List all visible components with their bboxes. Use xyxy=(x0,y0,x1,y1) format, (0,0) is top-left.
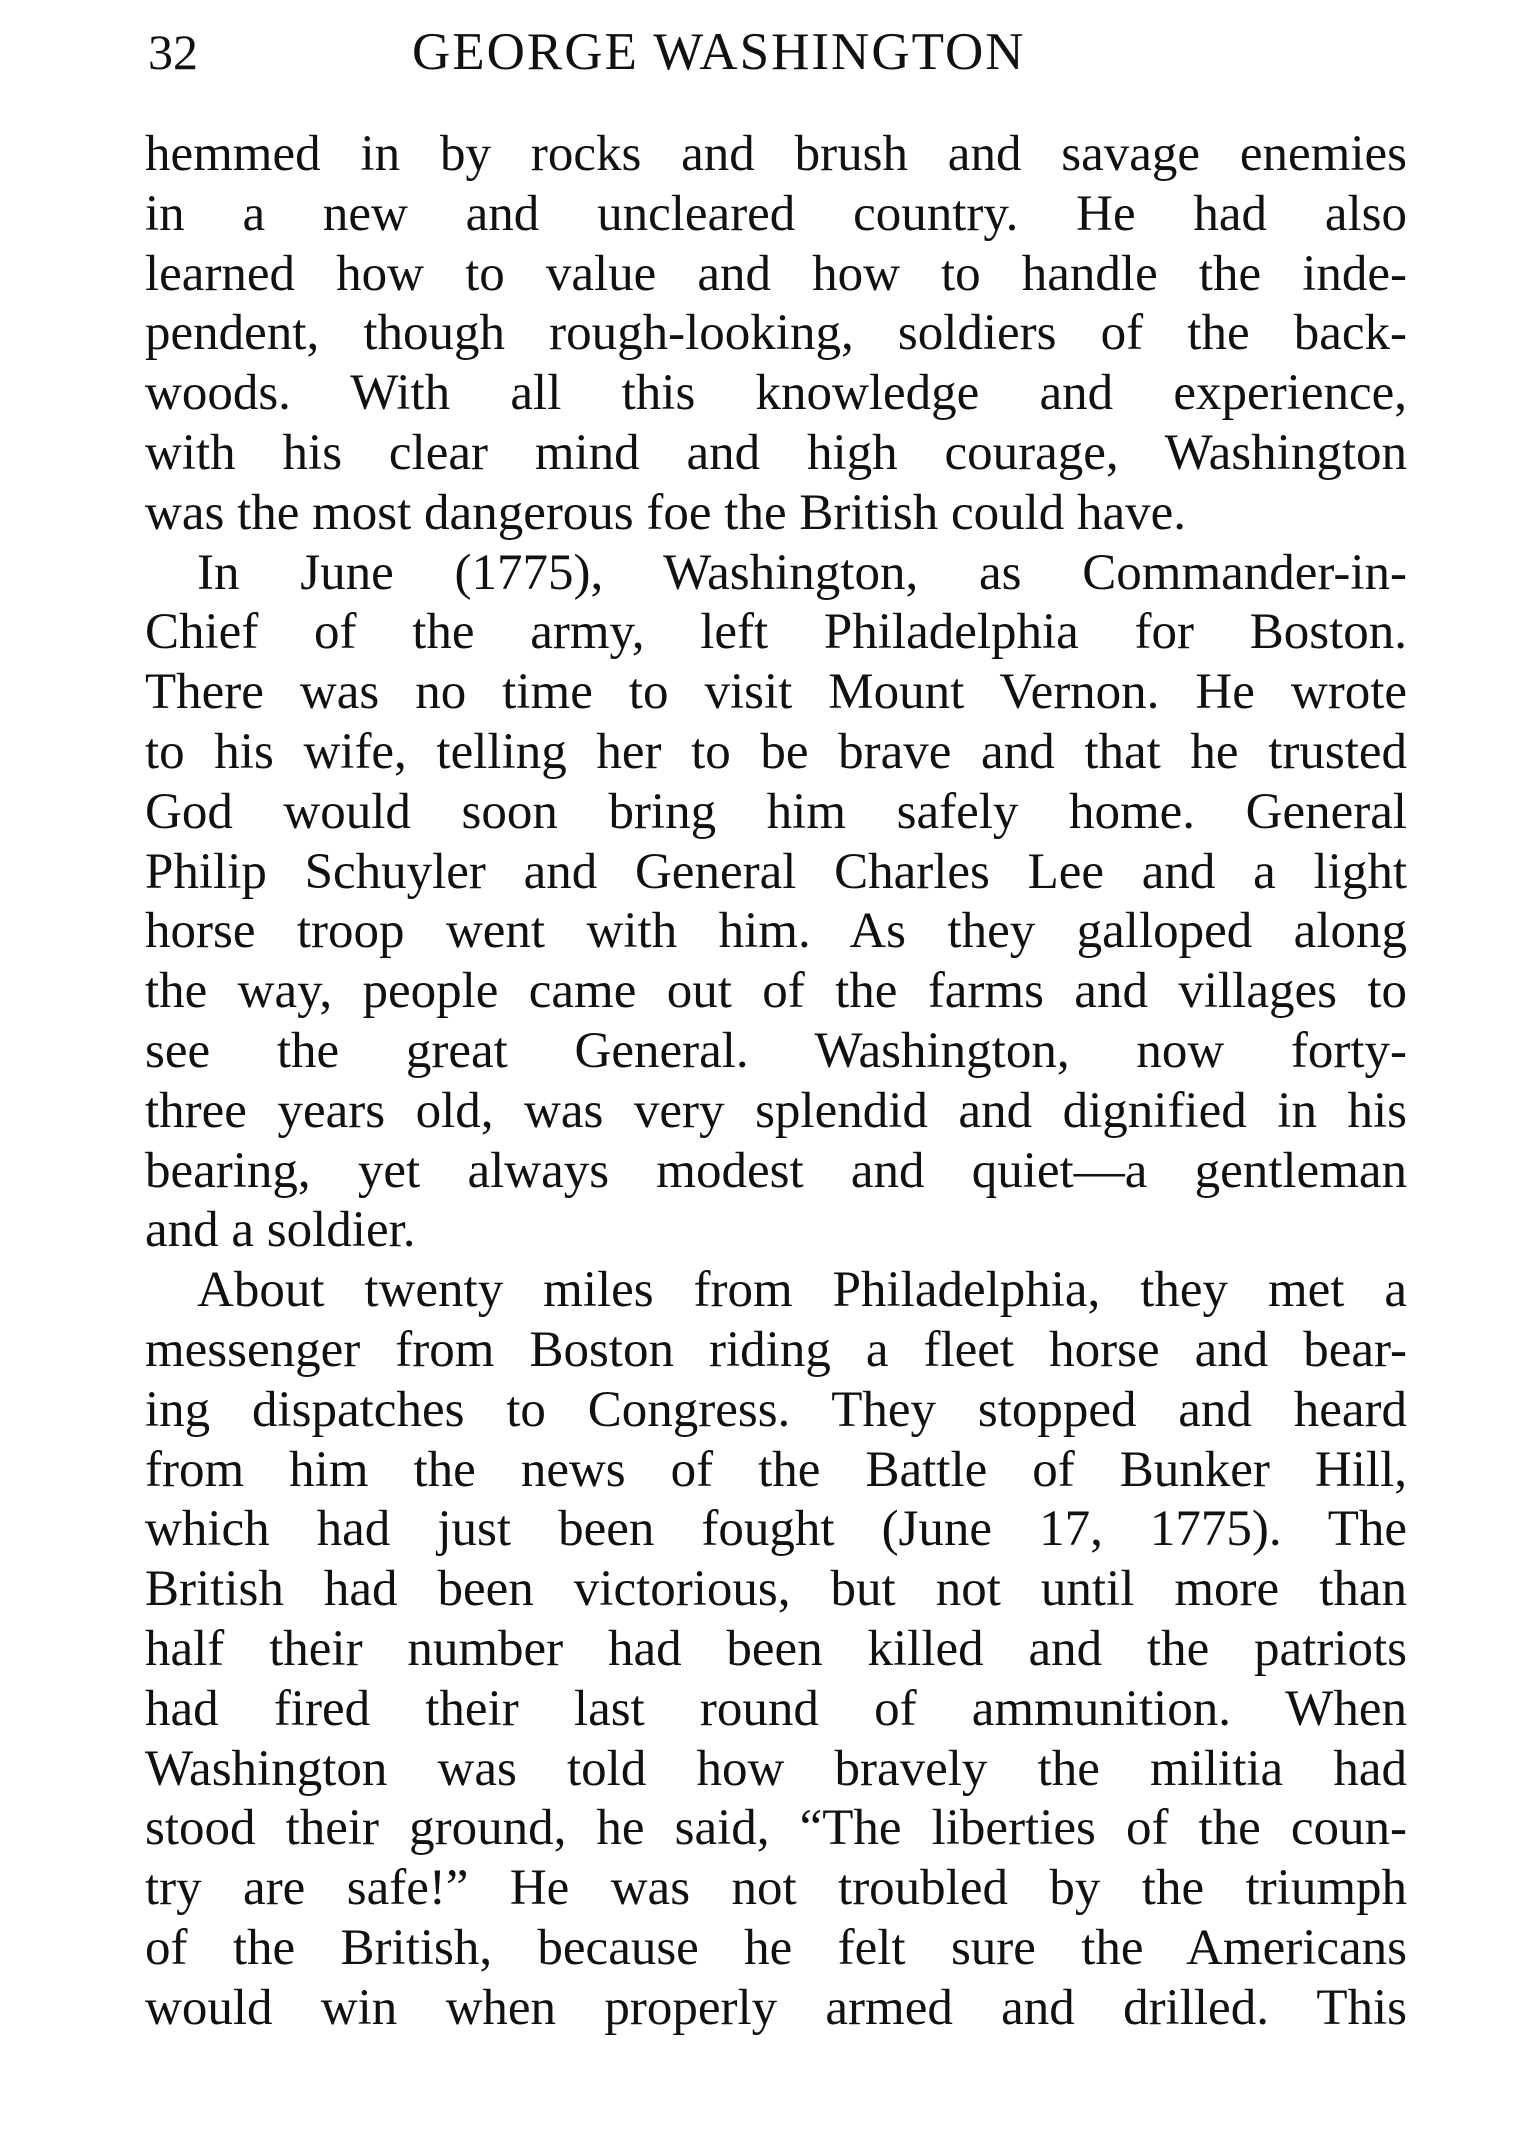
text-line: with his clear mind and high courage, Washington xyxy=(145,424,1407,481)
text-line: ing dispatches to Congress. They stopped and heard xyxy=(145,1381,1407,1438)
text-line: hemmed in by rocks and brush and savage enemies xyxy=(145,126,1407,182)
text-line: God would soon bring him safely home. General xyxy=(145,783,1407,840)
text-line: from him the news of the Battle of Bunker Hill, xyxy=(145,1441,1407,1498)
text-line: British had been victorious, but not until more than xyxy=(145,1561,1407,1618)
text-line: woods. With all this knowledge and experience, xyxy=(145,365,1407,422)
text-line: was the most dangerous foe the British could have. xyxy=(145,484,1187,541)
text-line: Chief of the army, left Philadelphia for Boston. xyxy=(145,604,1407,661)
text-line: of the British, because he felt sure the Americans xyxy=(145,1919,1407,1976)
paragraph-1 xyxy=(145,125,1407,544)
text-line: had fired their last round of ammunition. When xyxy=(145,1680,1407,1737)
text-line: half their number had been killed and the patriots xyxy=(145,1620,1407,1677)
text-line: the way, people came out of the farms and villages to xyxy=(145,963,1407,1020)
text-line: which had just been fought (June 17, 1775). The xyxy=(145,1501,1407,1558)
running-title: GEORGE WASHINGTON xyxy=(412,23,1026,81)
paragraph-3 xyxy=(145,1261,1407,2038)
text-line: try are safe!” He was not troubled by the triumph xyxy=(145,1860,1407,1917)
text-line: to his wife, telling her to be brave and that he trusted xyxy=(145,723,1407,780)
text-line: three years old, was very splendid and dignified in his xyxy=(145,1082,1407,1139)
text-line: Philip Schuyler and General Charles Lee and a light xyxy=(145,843,1407,900)
text-line: learned how to value and how to handle the inde- xyxy=(145,245,1407,302)
body-text xyxy=(145,125,1407,2039)
text-line: About twenty miles from Philadelphia, they met a xyxy=(197,1262,1407,1319)
page-number: 32 xyxy=(148,24,198,80)
text-line: Washington was told how bravely the militia had xyxy=(145,1740,1407,1797)
text-line: pendent, though rough-looking, soldiers of the back- xyxy=(145,305,1407,362)
paragraph-2 xyxy=(145,544,1407,1262)
text-line: see the great General. Washington, now forty- xyxy=(145,1022,1407,1079)
text-line: would win when properly armed and drilled. This xyxy=(145,1979,1407,2036)
text-line: horse troop went with him. As they galloped along xyxy=(145,903,1407,960)
text-line: In June (1775), Washington, as Commander-in- xyxy=(197,544,1407,601)
text-line: There was no time to visit Mount Vernon. He wrote xyxy=(145,664,1407,721)
page-header xyxy=(148,12,1398,92)
text-line: in a new and uncleared country. He had also xyxy=(145,185,1407,242)
text-line: bearing, yet always modest and quiet—a gentleman xyxy=(145,1142,1407,1199)
text-line: and a soldier. xyxy=(145,1202,416,1259)
text-line: messenger from Boston riding a fleet horse and bear- xyxy=(145,1321,1407,1378)
text-line: stood their ground, he said, “The liberties of the coun- xyxy=(145,1800,1407,1857)
